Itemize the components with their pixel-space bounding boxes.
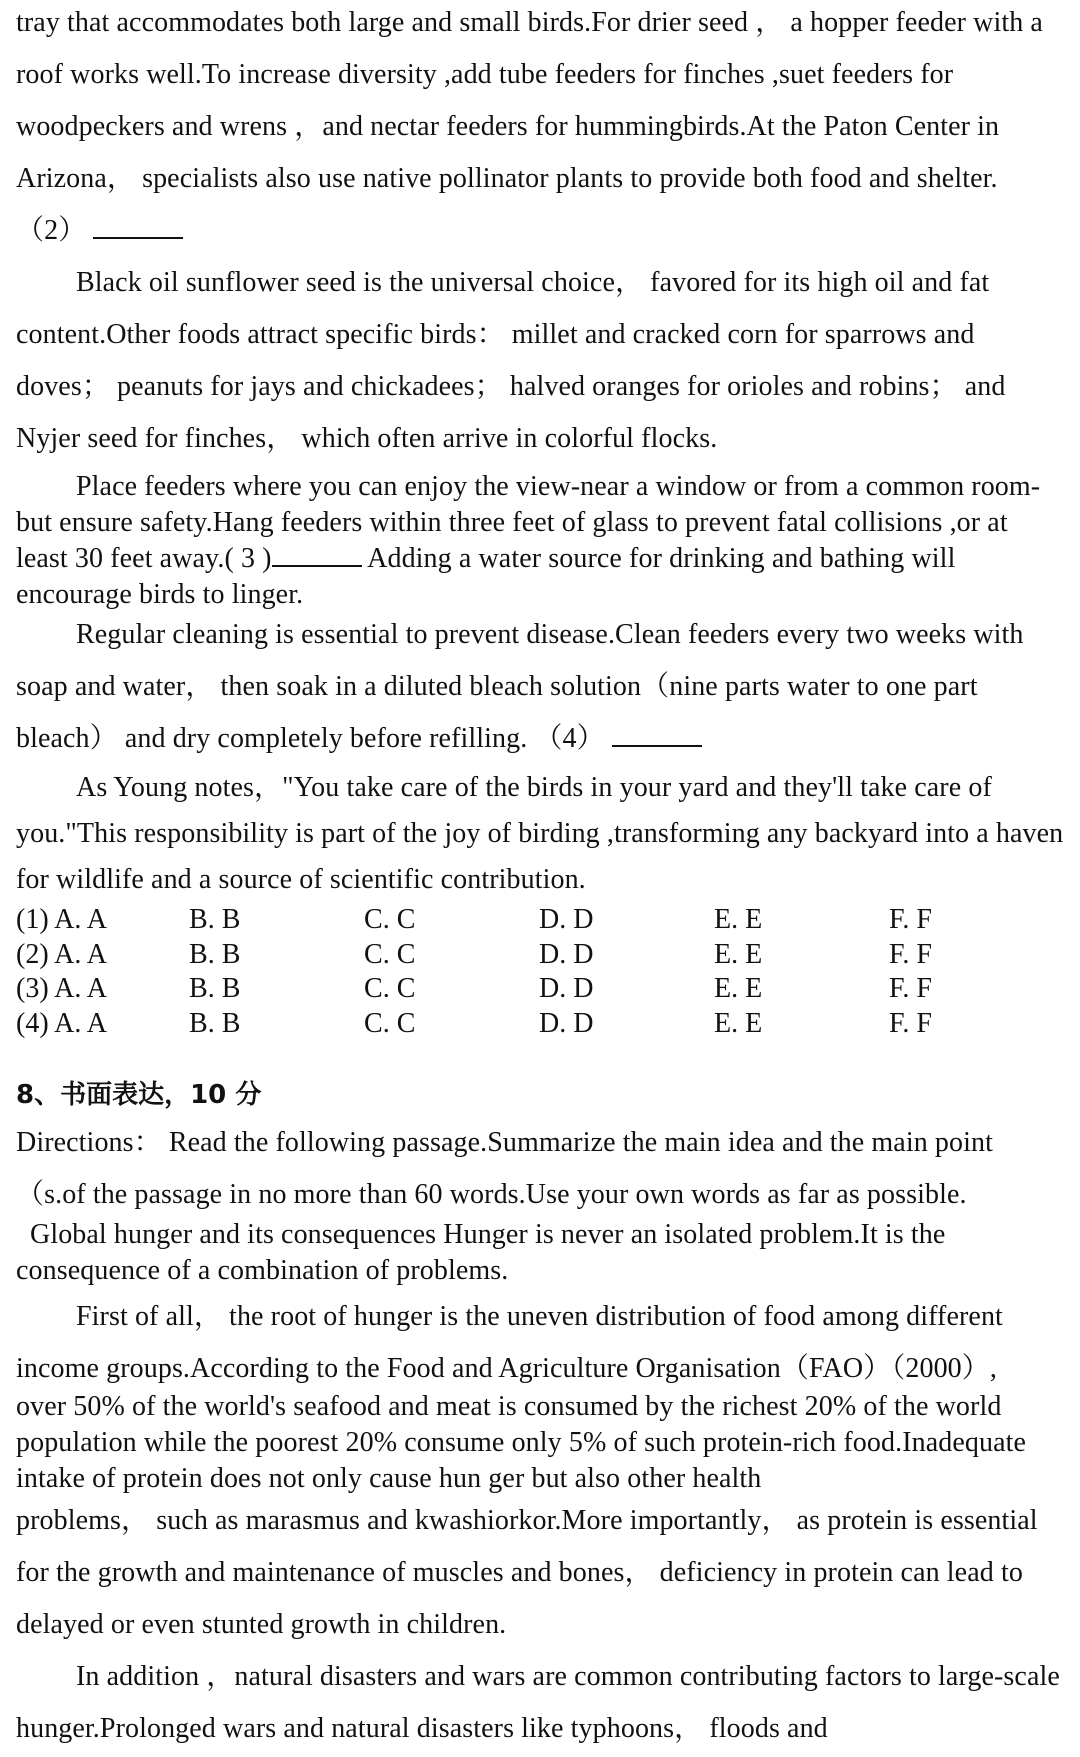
options-row-2 [16, 938, 1064, 973]
options-row-3 [16, 972, 1064, 1007]
option-cell[interactable]: B. B [189, 1007, 241, 1039]
option-cell[interactable]: (2) A. A [16, 938, 108, 970]
option-cell[interactable]: (4) A. A [16, 1007, 108, 1039]
passage-paragraph-2: Black oil sunflower seed is the universal choice， favored for its high oil and fat content.Other foods attract specific birds： millet and cracked corn for sparrows and doves； peanuts for jays and chickadees； halved oranges for orioles and robins； and Nyjer seed for finches， which often arrive in colorful flocks. [16, 267, 1006, 454]
passage-paragraph-1 [16, 0, 1064, 257]
passage-paragraph-4 [16, 609, 1064, 765]
option-cell[interactable]: (3) A. A [16, 973, 108, 1004]
option-cell[interactable]: B. B [189, 973, 241, 1004]
section-8-paragraph-2c: problems， such as marasmus and kwashiorkor.More importantly， as protein is essential for the growth and maintenance of muscles and bones， deficiency in protein can lead to delayed or even stunted growth in children. [16, 1505, 1038, 1640]
option-cell[interactable]: C. C [364, 938, 416, 970]
option-cell[interactable]: (1) A. A [16, 904, 108, 935]
options-row-4 [16, 1007, 1064, 1042]
option-cell[interactable]: B. B [189, 904, 241, 935]
option-cell[interactable]: E. E [714, 973, 763, 1004]
section-8-paragraph-3: In addition ，natural disasters and wars are common contributing factors to large-scale hunger.Prolonged wars and natural disasters like typhoons， floods and [16, 1661, 1060, 1744]
passage-paragraph-3 [16, 469, 1064, 613]
option-cell[interactable]: D. D [539, 973, 594, 1004]
passage-paragraph-4-text: Regular cleaning is essential to prevent disease.Clean feeders every two weeks with soap and water， then soak in a diluted bleach solution（nine parts water to one part bleach） and dry completely before refilling. [16, 619, 1024, 754]
option-cell[interactable]: E. E [714, 904, 763, 935]
answer-options [16, 903, 1064, 1041]
section-8-directions: Directions： Read the following passage.Summarize the main idea and the main point （s.of the passage in no more than 60 words.Use your own words as far as possible. [16, 1127, 993, 1210]
option-cell[interactable]: F. F [888, 938, 932, 970]
option-cell[interactable]: C. C [364, 973, 416, 1004]
option-cell[interactable]: F. F [888, 973, 932, 1004]
section-8-title: 8、书面表达，10 分 [16, 1080, 262, 1110]
section-8-paragraph-2a: First of all， the root of hunger is the uneven distribution of food among different income groups.According to the Food and Agriculture Organisation（FAO）（2000）, [16, 1301, 1003, 1384]
option-cell[interactable]: F. F [888, 1007, 932, 1039]
option-cell[interactable]: D. D [539, 938, 594, 970]
blank-number-2: （2） [16, 215, 87, 246]
option-cell[interactable]: D. D [539, 1007, 594, 1039]
option-cell[interactable]: D. D [539, 904, 594, 935]
option-cell[interactable]: B. B [189, 938, 241, 970]
blank-number-3: ( 3 ) [224, 543, 272, 574]
option-cell[interactable]: C. C [364, 904, 416, 935]
passage-paragraph-3-text-a: Place feeders where you can enjoy the view-near a window or from a common room-but ensure safety.Hang feeders within three feet of glass to prevent fatal collisions ,or at least 30 feet away. [16, 471, 1041, 574]
answer-blank-3 [272, 564, 362, 567]
answer-blank-2 [93, 236, 183, 239]
passage-paragraph-5: As Young notes，"You take care of the birds in your yard and they'll take care of you."This responsibility is part of the joy of birding ,transforming any backyard into a haven for wildlife and a source of scientific contribution. [16, 772, 1064, 895]
option-cell[interactable]: E. E [714, 1007, 763, 1039]
section-8-paragraph-2b: over 50% of the world's seafood and meat is consumed by the richest 20% of the world population while the poorest 20% consume only 5% of such protein-rich food.Inadequate intake of protein does not only cause hun ger but also other health [16, 1391, 1027, 1494]
passage-paragraph-1-text: tray that accommodates both large and small birds.For drier seed ， a hopper feeder with a roof works well.To increase diversity ,add tube feeders for finches ,suet feeders for woodpeckers and wrens ，and nectar feeders for hummingbirds.At the Paton Center in Arizona， specialists also use native pollinator plants to provide both food and shelter. [16, 7, 1043, 194]
passage-paragraph-3-text-b: Adding a water source for drinking and bathing will encourage birds to linger. [16, 543, 956, 610]
section-8-paragraph-1: Global hunger and its consequences Hunger is never an isolated problem.It is the consequence of a combination of problems. [16, 1219, 946, 1286]
options-row-1 [16, 903, 1064, 938]
blank-number-4: （4） [534, 723, 605, 754]
answer-blank-4 [612, 744, 702, 747]
option-cell[interactable]: E. E [714, 938, 763, 970]
option-cell[interactable]: F. F [888, 904, 932, 935]
option-cell[interactable]: C. C [364, 1007, 416, 1039]
